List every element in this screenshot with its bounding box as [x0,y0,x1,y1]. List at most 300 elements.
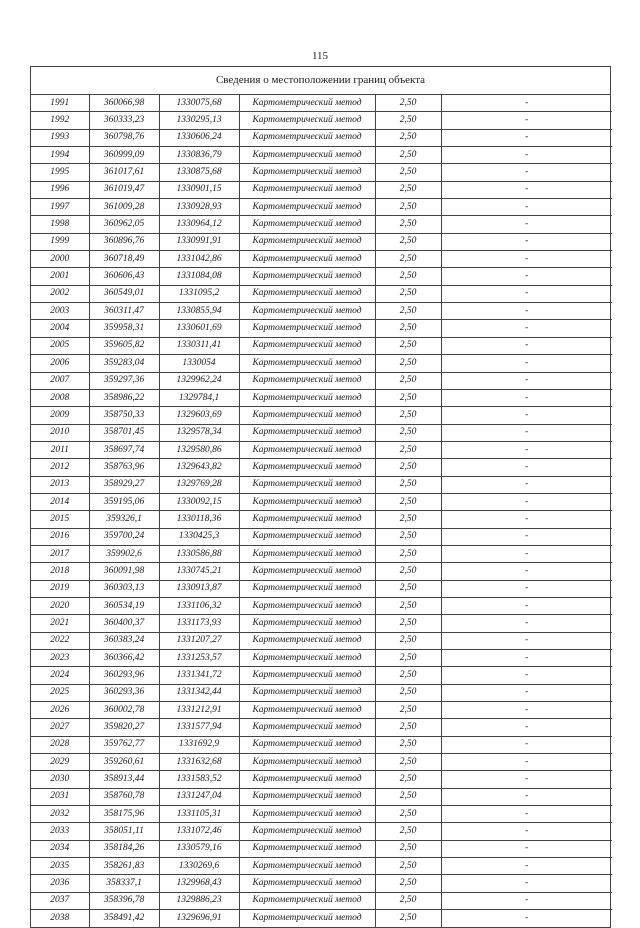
table-row [31,580,612,597]
y-coordinate-cell: 1329603,69 [159,407,239,424]
y-coordinate-cell: 1331342,44 [159,684,239,701]
description-cell: - [441,615,612,632]
point-number-cell: 2021 [31,615,89,632]
point-number-cell: 1994 [31,147,89,164]
y-coordinate-cell: 1330606,24 [159,129,239,146]
y-coordinate-cell: 1329643,82 [159,459,239,476]
table-row [31,112,612,129]
description-cell: - [441,459,612,476]
table-row [31,285,612,302]
x-coordinate-cell: 360999,09 [89,147,159,164]
table-row [31,528,612,545]
x-coordinate-cell: 359260,61 [89,754,159,771]
point-number-cell: 1998 [31,216,89,233]
method-cell: Картометрический метод [239,112,375,129]
description-cell: - [441,858,612,875]
description-cell: - [441,684,612,701]
method-cell: Картометрический метод [239,129,375,146]
x-coordinate-cell: 361009,28 [89,199,159,216]
method-cell: Картометрический метод [239,667,375,684]
accuracy-cell: 2,50 [375,684,441,701]
table-row [31,875,612,892]
table-row [31,667,612,684]
description-cell: - [441,441,612,458]
y-coordinate-cell: 1330295,13 [159,112,239,129]
point-number-cell: 2031 [31,788,89,805]
table-row [31,719,612,736]
accuracy-cell: 2,50 [375,303,441,320]
description-cell: - [441,702,612,719]
table-caption: Сведения о местоположении границ объекта [31,67,610,95]
description-cell: - [525,912,529,923]
description-cell: - [441,147,612,164]
y-coordinate-cell: 1331253,57 [159,650,239,667]
y-coordinate-cell: 1330092,15 [159,493,239,510]
point-number-cell: 1995 [31,164,89,181]
point-number-cell: 2028 [31,736,89,753]
table-row [31,754,612,771]
y-coordinate-cell: 1330964,12 [159,216,239,233]
accuracy-cell: 2,50 [375,545,441,562]
method-cell: Картометрический метод [239,164,375,181]
x-coordinate-cell: 358763,96 [89,459,159,476]
accuracy-cell: 2,50 [375,910,441,927]
x-coordinate-cell: 360303,13 [89,580,159,597]
y-coordinate-cell: 1331084,08 [159,268,239,285]
table-row [31,788,612,805]
y-coordinate-cell: 1331095,2 [159,285,239,302]
y-coordinate-cell: 1330425,3 [159,528,239,545]
table-row [31,164,612,181]
method-cell: Картометрический метод [239,528,375,545]
method-cell: Картометрический метод [239,650,375,667]
table-row [31,268,612,285]
x-coordinate-cell: 358051,11 [89,823,159,840]
x-coordinate-cell: 360311,47 [89,303,159,320]
table-row [31,216,612,233]
table-row [31,511,612,528]
y-coordinate-cell: 1330855,94 [159,303,239,320]
accuracy-cell: 2,50 [375,858,441,875]
description-cell: - [441,788,612,805]
x-coordinate-cell: 360366,42 [89,650,159,667]
table-row [31,476,612,493]
accuracy-cell: 2,50 [375,216,441,233]
table-row [31,441,612,458]
description-cell: - [441,511,612,528]
description-cell: - [441,545,612,562]
point-number-cell: 2014 [31,493,89,510]
table-row [31,199,612,216]
description-cell: - [441,493,612,510]
description-cell: - [441,806,612,823]
y-coordinate-cell: 1329962,24 [159,372,239,389]
x-coordinate-cell: 360534,19 [89,597,159,614]
y-coordinate-cell: 1329769,28 [159,476,239,493]
point-number-cell: 1992 [31,112,89,129]
point-number-cell: 1996 [31,181,89,198]
x-coordinate-cell: 358396,78 [89,892,159,909]
description-cell: - [441,129,612,146]
accuracy-cell: 2,50 [375,389,441,406]
x-coordinate-cell: 359297,36 [89,372,159,389]
x-coordinate-cell: 358184,26 [89,840,159,857]
y-coordinate-cell: 1330311,41 [159,337,239,354]
description-cell: - [441,407,612,424]
x-coordinate-cell: 360896,76 [89,233,159,250]
table-row [31,320,612,337]
accuracy-cell: 2,50 [375,736,441,753]
x-coordinate-cell: 358986,22 [89,389,159,406]
description-cell: - [441,632,612,649]
method-cell: Картометрический метод [239,320,375,337]
table-row [31,910,612,927]
method-cell: Картометрический метод [239,719,375,736]
y-coordinate-cell: 1330075,68 [159,95,239,112]
accuracy-cell: 2,50 [375,892,441,909]
x-coordinate-cell: 360333,23 [89,112,159,129]
point-number-cell: 1997 [31,199,89,216]
x-coordinate-cell: 359283,04 [89,355,159,372]
method-cell: Картометрический метод [239,840,375,857]
x-coordinate-cell: 360091,98 [89,563,159,580]
point-number-cell: 1991 [31,95,89,112]
x-coordinate-cell: 360606,43 [89,268,159,285]
method-cell: Картометрический метод [239,268,375,285]
method-cell: Картометрический метод [239,702,375,719]
y-coordinate-cell: 1329886,23 [159,892,239,909]
description-cell: - [441,372,612,389]
y-coordinate-cell: 1331106,32 [159,597,239,614]
table-row [31,459,612,476]
table-row [31,597,612,614]
point-number-cell: 2003 [31,303,89,320]
y-coordinate-cell: 1331692,9 [159,736,239,753]
point-number-cell: 2016 [31,528,89,545]
point-number-cell: 2007 [31,372,89,389]
x-coordinate-cell: 358261,83 [89,858,159,875]
y-coordinate-cell: 1330586,88 [159,545,239,562]
description-cell: - [441,424,612,441]
accuracy-cell: 2,50 [375,597,441,614]
table-row [31,736,612,753]
method-cell: Картометрический метод [239,459,375,476]
accuracy-cell: 2,50 [375,771,441,788]
y-coordinate-cell: 1330269,6 [159,858,239,875]
accuracy-cell: 2,50 [375,788,441,805]
method-cell: Картометрический метод [239,632,375,649]
x-coordinate-cell: 360962,05 [89,216,159,233]
point-number-cell: 2011 [31,441,89,458]
description-cell: - [441,771,612,788]
point-number-cell: 2000 [31,251,89,268]
y-coordinate-cell: 1331247,04 [159,788,239,805]
method-cell: Картометрический метод [239,424,375,441]
x-coordinate-cell: 359762,77 [89,736,159,753]
x-coordinate-cell: 359820,27 [89,719,159,736]
table-row [31,684,612,701]
y-coordinate-cell: 1330928,93 [159,199,239,216]
method-cell: Картометрический метод [239,389,375,406]
table-row [31,303,612,320]
accuracy-cell: 2,50 [375,251,441,268]
accuracy-cell: 2,50 [375,476,441,493]
table-row [31,771,612,788]
accuracy-cell: 2,50 [375,615,441,632]
description-cell: - [441,181,612,198]
description-cell: - [441,216,612,233]
description-cell: - [441,580,612,597]
y-coordinate-cell: 1331207,27 [159,632,239,649]
accuracy-cell: 2,50 [375,199,441,216]
y-coordinate-cell: 1329578,34 [159,424,239,441]
description-cell: - [441,736,612,753]
point-number-cell: 2020 [31,597,89,614]
point-number-cell: 2009 [31,407,89,424]
y-coordinate-cell: 1329968,43 [159,875,239,892]
point-number-cell: 2037 [31,892,89,909]
x-coordinate-cell: 358697,74 [89,441,159,458]
description-cell: - [441,199,612,216]
table-row [31,545,612,562]
point-number-cell: 2010 [31,424,89,441]
accuracy-cell: 2,50 [375,233,441,250]
description-cell: - [441,823,612,840]
table-row [31,806,612,823]
table-row [31,840,612,857]
accuracy-cell: 2,50 [375,372,441,389]
x-coordinate-cell: 361017,61 [89,164,159,181]
point-number-cell: 2008 [31,389,89,406]
accuracy-cell: 2,50 [375,320,441,337]
accuracy-cell: 2,50 [375,632,441,649]
y-coordinate-cell: 1331173,93 [159,615,239,632]
accuracy-cell: 2,50 [375,407,441,424]
x-coordinate-cell: 358760,78 [89,788,159,805]
table-row [31,823,612,840]
x-coordinate-cell: 360400,37 [89,615,159,632]
method-cell: Картометрический метод [239,216,375,233]
description-cell: - [441,840,612,857]
table-row [31,702,612,719]
point-number-cell: 2023 [31,650,89,667]
method-cell: Картометрический метод [239,892,375,909]
table-body [31,95,612,927]
description-cell: - [441,233,612,250]
method-cell: Картометрический метод [239,875,375,892]
description-cell: - [441,112,612,129]
table-row [31,147,612,164]
y-coordinate-cell: 1330901,15 [159,181,239,198]
method-cell: Картометрический метод [239,303,375,320]
description-cell: - [441,337,612,354]
table-row [31,389,612,406]
table-row [31,251,612,268]
y-coordinate-cell: 1329580,86 [159,441,239,458]
method-cell: Картометрический метод [239,199,375,216]
x-coordinate-cell: 360002,78 [89,702,159,719]
description-cell: - [441,528,612,545]
accuracy-cell: 2,50 [375,840,441,857]
y-coordinate-cell: 1331341,72 [159,667,239,684]
method-cell: Картометрический метод [239,233,375,250]
x-coordinate-cell: 360066,98 [89,95,159,112]
point-number-cell: 1993 [31,129,89,146]
accuracy-cell: 2,50 [375,268,441,285]
accuracy-cell: 2,50 [375,823,441,840]
y-coordinate-cell: 1330118,36 [159,511,239,528]
method-cell: Картометрический метод [239,407,375,424]
point-number-cell: 2022 [31,632,89,649]
x-coordinate-cell: 358175,96 [89,806,159,823]
accuracy-cell: 2,50 [375,337,441,354]
point-number-cell: 2018 [31,563,89,580]
description-cell: - [441,650,612,667]
table-row [31,424,612,441]
description-cell: - [441,95,612,112]
y-coordinate-cell: 1331105,31 [159,806,239,823]
method-cell: Картометрический метод [239,684,375,701]
table-row [31,181,612,198]
accuracy-cell: 2,50 [375,164,441,181]
accuracy-cell: 2,50 [375,459,441,476]
x-coordinate-cell: 358701,45 [89,424,159,441]
point-number-cell: 2001 [31,268,89,285]
point-number-cell: 2012 [31,459,89,476]
table-row [31,892,612,909]
method-cell: Картометрический метод [239,251,375,268]
accuracy-cell: 2,50 [375,580,441,597]
point-number-cell: 2002 [31,285,89,302]
method-cell: Картометрический метод [239,788,375,805]
y-coordinate-cell: 1331042,86 [159,251,239,268]
table-row [31,355,612,372]
point-number-cell: 2035 [31,858,89,875]
method-cell: Картометрический метод [239,181,375,198]
point-number-cell: 2025 [31,684,89,701]
method-cell: Картометрический метод [239,615,375,632]
description-cell: - [441,719,612,736]
y-coordinate-cell: 1331072,46 [159,823,239,840]
accuracy-cell: 2,50 [375,147,441,164]
description-cell: - [441,303,612,320]
x-coordinate-cell: 360798,76 [89,129,159,146]
point-number-cell: 2024 [31,667,89,684]
y-coordinate-cell: 1329696,91 [159,910,239,927]
point-number-cell: 2019 [31,580,89,597]
method-cell: Картометрический метод [239,545,375,562]
x-coordinate-cell: 361019,47 [89,181,159,198]
table-row [31,615,612,632]
method-cell: Картометрический метод [239,823,375,840]
x-coordinate-cell: 358491,42 [89,910,159,927]
table-row [31,95,612,112]
accuracy-cell: 2,50 [375,511,441,528]
accuracy-cell: 2,50 [375,528,441,545]
x-coordinate-cell: 359700,24 [89,528,159,545]
method-cell: Картометрический метод [239,754,375,771]
y-coordinate-cell: 1329784,1 [159,389,239,406]
description-cell: - [441,285,612,302]
method-cell: Картометрический метод [239,563,375,580]
table-row [31,650,612,667]
point-number-cell: 2017 [31,545,89,562]
y-coordinate-cell: 1330991,91 [159,233,239,250]
description-cell: - [441,389,612,406]
accuracy-cell: 2,50 [375,667,441,684]
x-coordinate-cell: 359195,06 [89,493,159,510]
accuracy-cell: 2,50 [375,650,441,667]
description-cell: - [441,754,612,771]
accuracy-cell: 2,50 [375,95,441,112]
method-cell: Картометрический метод [239,493,375,510]
point-number-cell: 2032 [31,806,89,823]
description-cell: - [441,268,612,285]
coordinates-table [31,95,612,927]
method-cell: Картометрический метод [239,511,375,528]
table-row [31,493,612,510]
accuracy-cell: 2,50 [375,875,441,892]
point-number-cell: 2033 [31,823,89,840]
accuracy-cell: 2,50 [375,129,441,146]
method-cell: Картометрический метод [239,372,375,389]
page-number: 115 [311,50,329,62]
accuracy-cell: 2,50 [375,181,441,198]
description-cell: - [441,597,612,614]
x-coordinate-cell: 360293,96 [89,667,159,684]
description-cell: - [441,875,612,892]
point-number-cell: 2034 [31,840,89,857]
accuracy-cell: 2,50 [375,493,441,510]
description-cell: - [441,320,612,337]
boundary-table [30,66,611,928]
table-row [31,372,612,389]
method-cell: Картометрический метод [239,736,375,753]
point-number-cell: 2036 [31,875,89,892]
y-coordinate-cell: 1330745,21 [159,563,239,580]
accuracy-cell: 2,50 [375,719,441,736]
table-row [31,233,612,250]
table-row [31,858,612,875]
point-number-cell: 2005 [31,337,89,354]
y-coordinate-cell: 1331212,91 [159,702,239,719]
accuracy-cell: 2,50 [375,424,441,441]
x-coordinate-cell: 358337,1 [89,875,159,892]
y-coordinate-cell: 1330913,87 [159,580,239,597]
x-coordinate-cell: 360718,49 [89,251,159,268]
point-number-cell: 2004 [31,320,89,337]
y-coordinate-cell: 1331632,68 [159,754,239,771]
y-coordinate-cell: 1330875,68 [159,164,239,181]
y-coordinate-cell: 1330836,79 [159,147,239,164]
point-number-cell: 1999 [31,233,89,250]
y-coordinate-cell: 1331583,52 [159,771,239,788]
y-coordinate-cell: 1330579,16 [159,840,239,857]
x-coordinate-cell: 358750,33 [89,407,159,424]
table-row [31,407,612,424]
table-row [31,337,612,354]
method-cell: Картометрический метод [239,476,375,493]
method-cell: Картометрический метод [239,285,375,302]
x-coordinate-cell: 358913,44 [89,771,159,788]
method-cell: Картометрический метод [239,147,375,164]
x-coordinate-cell: 359605,82 [89,337,159,354]
method-cell: Картометрический метод [239,806,375,823]
accuracy-cell: 2,50 [375,112,441,129]
point-number-cell: 2038 [31,910,89,927]
table-row [31,632,612,649]
point-number-cell: 2013 [31,476,89,493]
